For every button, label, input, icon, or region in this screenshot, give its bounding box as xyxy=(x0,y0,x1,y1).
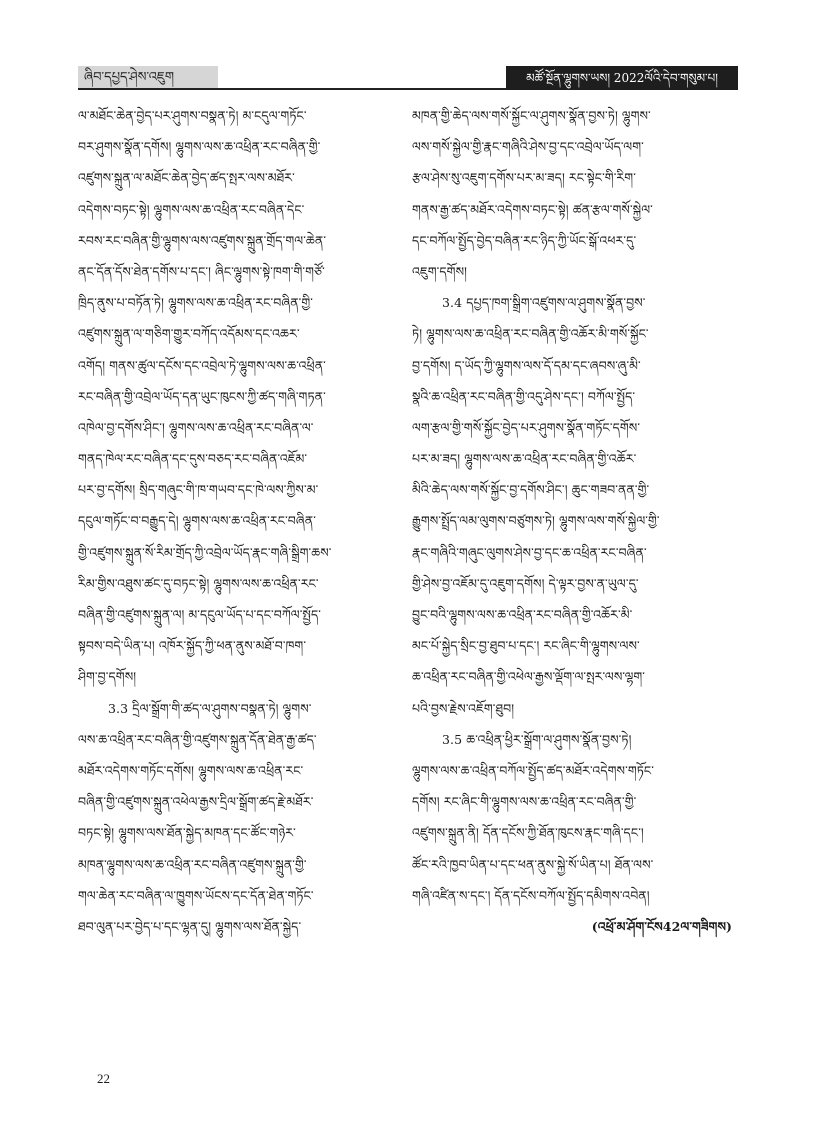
text-line: ལ་མཐོང་ཆེན་བྱེད་པར་ཤུགས་བསྣན་ཏེ། མ་ངདུལ་གཏོང་ xyxy=(78,108,307,123)
journal-title: མཚོ་སྔོན་ལྷུགས་ཡས། 2022ལོའི་དེབ་གསུམ་པ། xyxy=(506,66,738,90)
header-rule xyxy=(218,88,506,90)
text-line: པའི་བྱས་རྗེས་འཇོག་ཐུབ། xyxy=(412,700,515,716)
text-line: རྒྱུགས་སྤྲོད་ལམ་ལུགས་བཙུགས་ཏེ། ལྷུགས་ལས་གསོ་སྐྱེལ་གྱི་ xyxy=(412,513,660,529)
text-line: ཆ་འཕྲིན་རང་བཞིན་གྱི་འཕེལ་རྒྱས་ལྡོག་ལ་སྤར་ལས་ལྷག་ xyxy=(412,669,646,685)
text-line: འདེགས་བཏང་སྟེ། ལྷུགས་ལས་ཆ་འཕྲིན་རང་བཞིན་དེང་ xyxy=(78,201,305,217)
text-line: བཏང་སྟེ། ལྷུགས་ལས་ཐོན་སྐྱེད་མཁན་དང་ཚོང་གཉེར་ xyxy=(78,825,296,841)
text-line: ལས་ཆ་འཕྲིན་རང་བཞིན་གྱི་འཛུགས་སྐྲུན་དོན་ཐེན་རྒྱ་ཚད་ xyxy=(78,731,317,747)
text-line: གནས་རྒྱ་ཚད་མཐོར་འདེགས་བཏང་སྟེ། ཚན་རྩལ་གསོ་སྐྱེལ་ xyxy=(412,201,653,217)
text-line: མང་པོ་སྐྱེད་སྲིང་བྱ་ཐུབ་པ་དང་། རང་ཞིང་གི་ལྷུགས་ལས་ xyxy=(412,638,640,654)
text-line: སྟབས་བདེ་ཡིན་པ། འཁོར་སྐྱོད་ཀྱི་ཕན་ནུས་མཐོ་བ་ཁག་ xyxy=(78,638,307,654)
text-line: སྣའི་ཆ་འཕྲིན་རང་བཞིན་གྱི་འདུ་ཤེས་དང་། བཀོལ་སྤྱོད་ xyxy=(412,388,636,404)
left-column xyxy=(78,100,404,942)
text-line: ལས་གསོ་སྐྱེལ་གྱི་རྣང་གཞིའི་ཤེས་བྱ་དང་འབྲེལ་ཡོད་ལག་ xyxy=(412,139,644,155)
text-line: མཁན་ལྷུགས་ལས་ཆ་འཕྲིན་རང་བཞིན་འཛུགས་སྐྲུན་གྱི་ xyxy=(78,856,307,872)
text-line: བྱ་དགོས། ད་ཡོད་ཀྱི་ལྷུགས་ལས་དོ་དམ་དང་ཞབས་ཞུ་མི་ xyxy=(412,357,641,373)
text-line: པར་བྱ་དགོས། སྲིད་གཞུང་གི་ཁ་གཡབ་དང་ཁེ་ལས་ཀྱིས་མ་ xyxy=(78,482,319,498)
text-line: འཛུགས་སྐྲུན་ལ་གཅིག་གྱུར་བཀོད་འདོམས་དང་འཆར་ xyxy=(78,326,300,342)
text-line: གནད་ཁེལ་རང་བཞིན་དང་དུས་བཅད་རང་བཞིན་འཇོམ་ xyxy=(78,451,308,467)
text-line: 3.4 དཔྱད་ཁག་སྒྲིག་འཛུགས་ལ་ཤུགས་སྣོན་བྱས་ xyxy=(442,295,646,311)
text-line: འཇུག་དགོས། xyxy=(412,263,467,279)
text-line: པར་མ་ཟད། ལྷུགས་ལས་ཆ་འཕྲིན་རང་བཞིན་གྱི་འཆོར་ xyxy=(412,451,637,467)
text-line: ཁྲིད་ནུས་པ་བཏོན་ཏེ། ལྷུགས་ལས་ཆ་འཕྲིན་རང་བཞིན་གྱི་ xyxy=(78,295,313,311)
text-line: རང་བཞིན་གྱི་འབྲེལ་ཡོད་དན་ཡུང་ཁུངས་ཀྱི་ཚད་གཞི་གཏན་ xyxy=(78,388,326,404)
text-line: ཤིག་བྱ་དགོས། xyxy=(78,669,137,685)
right-column xyxy=(412,100,738,942)
text-line: རྩལ་ཤེས་སུ་འཇུག་དགོས་པར་མ་ཟད། རང་སྟེང་གི་རིག་ xyxy=(412,170,636,186)
text-line: འཁེལ་བྱ་དགོས་ཤིང་། ལྷུགས་ལས་ཆ་འཕྲིན་རང་བཞིན་ལ་ xyxy=(78,419,314,435)
section-title: ཞིབ་དཔྱད་ཤེས་འཇུག xyxy=(78,66,218,90)
page-number: 22 xyxy=(97,1071,110,1086)
text-line: ལག་རྩལ་གྱི་གསོ་སྐྱོང་བྱེད་པར་ཤུགས་སྣོན་གཏོང་དགོས་ xyxy=(412,419,641,435)
text-line: ཚོང་རའི་ཁྱབ་ཡིན་པ་དང་ཕན་ནུས་སྐྱེ་སོ་ཡིན་པ། ཐོན་ལས་ xyxy=(412,856,654,872)
text-line: བར་ཤུགས་སྣོན་དགོས། ལྷུགས་ལས་ཆ་འཕྲིན་རང་བཞིན་གྱི་ xyxy=(78,139,321,155)
text-line: རབས་རང་བཞིན་གྱི་ལྷུགས་ལས་འཛུགས་སྐྲུན་གྲོད་གལ་ཆེན་ xyxy=(78,232,327,248)
text-line: གཞི་འཛིན་ས་དང་། དོན་དངོས་བཀོལ་སྤྱོད་དམིགས་འབེན། xyxy=(412,887,650,903)
text-line: དགོས། རང་ཞིང་གི་ལྷུགས་ལས་ཆ་འཕྲིན་རང་བཞིན་གྱི་ xyxy=(412,794,637,810)
text-line: དངུལ་གཏོང་བ་བརྒྱུད་དེ། ལྷུགས་ལས་ཆ་འཕྲིན་རང་བཞིན་ xyxy=(78,513,316,529)
text-line: རྣང་གཞིའི་གཞུང་ལུགས་ཤེས་བྱ་དང་ཆ་འཕྲིན་རང་བཞིན་ xyxy=(412,544,647,560)
text-line: མིའི་ཆེད་ལས་གསོ་སྐྱོང་བྱ་དགོས་ཤིང་། ཆུང་གཟབ་ནན་གྱི་ xyxy=(412,482,650,498)
text-line: རིམ་གྱིས་འཐུས་ཚང་དུ་བཏང་སྟེ། ལྷུགས་ལས་ཆ་འཕྲིན་རང་ xyxy=(78,575,319,591)
text-line: བཞིན་གྱི་འཛུགས་སྐྲུན་འཕེལ་རྒྱས་དྲིལ་སྒྲོག་ཚད་རྗེ་མཐོར་ xyxy=(78,794,314,810)
text-line: གལ་ཆེན་རང་བཞིན་ལ་ཁྱུགས་ཡོངས་དང་དོན་ཐེན་གཏོང་ xyxy=(78,887,314,903)
text-line: ནང་དོན་དོས་ཐེན་དགོས་པ་དང་། ཞིང་ལྷུགས་སྟེ་ཁག་གི་གཙོ་ xyxy=(78,263,325,279)
running-header xyxy=(78,66,738,90)
text-line: འཛུགས་སྐྲུན་ནི། དོན་དངོས་ཀྱི་ཐོན་ཁུངས་རྣང་གཞི་དང་། xyxy=(412,825,644,841)
text-line: མཐོར་འདེགས་གཏོང་དགོས། ལྷུགས་ལས་ཆ་འཕྲིན་རང་ xyxy=(78,762,304,778)
continuation-note: (འཕྲོ་མ་ཤོག་ངོས42ལ་གཟིགས) xyxy=(591,918,732,934)
text-line: གྱི་འཛུགས་སྐྲུན་སོ་རིམ་གྲོད་ཀྱི་འབྲེལ་ཡོད་རྣང་གཞི་སྒྲིག་ཆས་ xyxy=(78,544,332,560)
text-line: མཁན་གྱི་ཆེད་ལས་གསོ་སྐྱོང་ལ་ཤུགས་སྣོན་བྱས་ཏེ། ལྷུགས་ xyxy=(412,108,651,123)
text-line: འཛུགས་སྐྲུན་ལ་མཐོང་ཆེན་བྱེད་ཚད་སྤར་ལས་མཐོར་ xyxy=(78,170,295,186)
text-line: ཏེ། ལྷུགས་ལས་ཆ་འཕྲིན་རང་བཞིན་གྱི་འཆོར་མི་གསོ་སྐྱོང་ xyxy=(412,326,649,342)
text-line: 3.3 དྲིལ་སྒྲོག་གི་ཚད་ལ་ཤུགས་བསྣན་ཏེ། ལྷུགས་ xyxy=(108,700,312,716)
text-line: ལྷུགས་ལས་ཆ་འཕྲིན་བཀོལ་སྤྱོད་ཚད་མཐོར་འདེགས་གཏོང་ xyxy=(412,762,654,778)
text-line: བྱུང་བའི་ལྷུགས་ལས་ཆ་འཕྲིན་རང་བཞིན་གྱི་འཆོར་མི་ xyxy=(412,607,633,622)
text-line: 3.5 ཆ་འཕྲིན་ཕྱིར་སྒྲོག་ལ་ཤུགས་སྣོན་བྱས་ཏེ། xyxy=(442,731,632,747)
text-line: དང་བཀོལ་སྤྱོད་བྱེད་བཞིན་རང་ཉིད་ཀྱི་ཡོང་སྒོ་འཕར་དུ་ xyxy=(412,232,637,248)
text-line: གྱི་ཤེས་བྱ་འཇོམ་དུ་འཇུག་དགོས། དེ་ལྟར་བྱས་ན་ཡུལ་དུ་ xyxy=(412,575,639,591)
text-line: འགོད། གནས་ཚུལ་དངོས་དང་འབྲེལ་ཏེ་ལྷུགས་ལས་ཆ་འཕྲིན་ xyxy=(78,357,326,373)
text-line: བཞིན་གྱི་འཛུགས་སྐྲུན་ལ། མ་དངུལ་ཡོད་པ་དང་བཀོལ་སྤྱོད་ xyxy=(78,607,322,622)
text-line: ཐབ་ལུན་པར་བྱེད་པ་དང་ལྷན་དུ། ལྷུགས་ལས་ཐོན་སྐྱེད་ xyxy=(78,918,302,934)
